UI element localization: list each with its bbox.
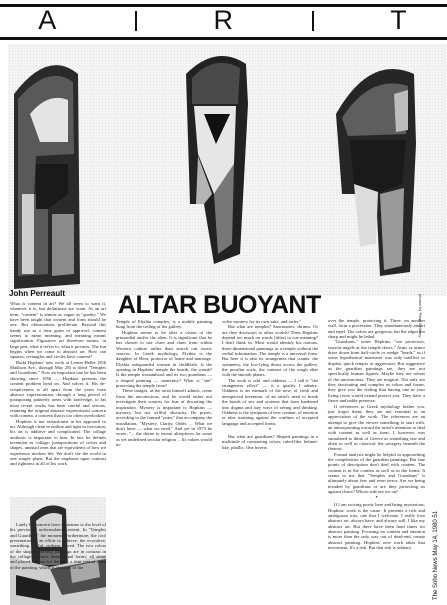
article-column-2 [116, 319, 212, 604]
section-bullet: • [375, 495, 378, 502]
header-letter-r: R [213, 5, 235, 35]
guardian-figure-1 [14, 65, 80, 289]
header-rule-bottom [0, 37, 447, 40]
paragraph: What is content in art? We all seem to want it, whatever it is, but definitions are scant. As an art term, "content" is almost as vague as "quality." We have been taught that content and form should be one. But obfuscations proliferate. Beyond this handy use as a time grain of approval, content seems to mean meaning, and meaning means signification. Figurative art therefore means, in large part, what it refers to, what it pictures. The fun begins when we come to abstract art. How can squares, rectangles and circles have content? [10, 301, 106, 360]
article-column-1 [10, 301, 106, 497]
paragraph: These images, as the artist himself admits, come from the unconscious, and he would rather not investigate their sources for fear of thwarting the inspiration. Mystery is important to Hopkins — mystery, but not willful obscurity. He prizes, according to the framed "notes" that accompany the installation, "Mystery, Clarity, Order. ... What we don't have — what we need." And yet in 1973 he wrote, "... the desire to invent alterpieces for some as yet undefined secular religion ... Its values would in- [116, 388, 212, 447]
paragraph: Formal analysis might be helpful in approaching the complexities of the guardian paintings. But fine points of description don't deal with content. The content is in the content as well as in the forms. It seems to me that "Temples and Guardians" is ultimately about fear and even terror. Are we being invaded by guardians or are they protecting us against chaos? Whose side are we on? [328, 451, 425, 494]
paragraph: volve mystery for its own sake, and order." [222, 319, 302, 324]
paragraph: Hopkins seems to be after a vision of the primordial and/or the alien. It is significant that he has chosen to use clues and clues from within Western culture rather than search out exotic sources. In Greek mythology, Elythia is the daughter of Hera, protector of home and marriage. Elythia safeguarded women in childbirth. Is the opening in Hopkins' temple the hearth, the womb? Is the temple womanhood and its two guardians — a shaped painting — maternity? What is "she" protecting the temple from? [116, 329, 212, 389]
header-separator [312, 11, 314, 31]
header-separator [135, 11, 137, 31]
section-header-letters [0, 4, 447, 37]
paragraph: Budd Hopkins' new work at Lerner-Heller (956 Madison Ave., through May 28) is titled "Temples and Guardians." Now an important one he has been showing since 1956 — Hopkins presents the content problem head on. And solves it. His de-scriptiveness is all apart from the years from abstract expressionism, through a long period of juxtaposing painterly areas with hard-edge, to his most recent works has been careful and serious, retaining the original abstract expressionist concern with content, a concern that is too often overlooked. [10, 359, 106, 419]
header-letter-t: T [390, 5, 409, 35]
byline: John Perreault [9, 289, 66, 298]
paragraph: Hopkins is not reductionist in his approach to art. Although clean in outline and tight in execution, his art is additive and complicated. The collage aesthetic is important to him. In fact he defines invention as collage: juxtapositions of colors and shapes, unusual ones that are equivalents of how we experience modern life. We don't see the world in one simple plane. But the emphasis upon contrast and rightness in all of his work. [10, 418, 106, 467]
article-column-4 [328, 318, 425, 604]
paragraph: "Guardians," notes Hopkins, "are protectors, warrior-angels at the temple doors." Arms or armor drive down from half-circle or wedge "heads," as if some hypothetical maneuver was only intellect or display, quick temper or aggression. But suggestive as the guardian paintings are, they are not specifically human figures. Maybe they are robots of the unconscious. They are magical. Not only are they fascinating and complex as colors and forms, they give you the feeling that having one in your living room would extend protect you. They have a fierce and noble presence. [328, 339, 425, 404]
paragraph: Lately his concern have sometime to the level of his previously unformulated content. In "Temples and Guardians" the moment. Furthermore, the cool presentation is an effort to achieve, the evocative, something fearful, perhaps sacred. The two colors of the shaped painting paintings are in contrast in the collage of three dimensional forms, all shine and placed, except for the one, a thin central form of the painting, which is also part of the [10, 522, 106, 570]
paragraph: If I am voicing poetic here and being mysterious, Hopkins' work is the cause. It presents a rich and ambiguous mix, one that I welcome. I really love abstract art, always have, and always will. I like my abstract art. But there have been hard times for abstract painting. Focusing on content and emotion is more than the only way out of dead-end, ornate abstract painting. Hopkins' new work takes that movement. It's a risk. But that risk is salutary. [328, 502, 425, 551]
section-bullet: • [268, 426, 272, 433]
article-column-1-continued [10, 522, 106, 604]
paragraph: But what are guardians? Shaped paintings in a multitude of contrasting colors; ruled-like, helmet-like, phallic. One hovers [222, 433, 318, 450]
paragraph: over the temple, protecting it. Three, on another wall, form a procession. They simultaneously attract and repel. The colors are gorgeous, but the edges are sharp and might be lethal. [328, 318, 425, 340]
sculpture-photo-image [8, 44, 447, 296]
paragraph: If references to Greek mythology bother you, just forget them; they are not essential to an appreciation of the work. The references are an attempt to give the viewer something to start with, an armorpointing toward the artist's intention to deal with content as well as form. I, however, was stimulated to think of Greece as something raw and alien as well as classical: the savagery beneath the rhetoric. [328, 403, 425, 452]
section-header [0, 0, 447, 44]
page-folio: The Soho News May 14, 1980 51 [433, 510, 439, 600]
header-letter-a: A [38, 5, 59, 35]
photo-credit: photos by Peter Bellamy [418, 294, 423, 338]
paragraph: Temple of Elythia complex, is a mobile painting hung from the ceiling of the gallery. [116, 319, 212, 330]
article-column-3 [222, 319, 318, 604]
paragraph: The work is odd, and oddness — I call it "the strangeness effect" — is a quality I admire. Oddness is an earmark of the new, of fresh and unexpected invention, of an artist's need to break the bonds of sex and systems that have hardened into dogma and lazy ways of seeing and thinking. Oddness is the symptom of new content, of emotion or idea straining against the confines of accepted language and accepted forms. [222, 377, 318, 426]
paragraph: But what are temples? Sanctuaries, shrines. Or are they doorways to other worlds? Does Hopkins depend too much on words (titles) to cue meaning? I don't think so. Most would identify his curious, three-dimensional paintings as a temple without the verbal information. The temple is a universal form. But here it is also its strangeness that counts: the symmetry, the low-lying thrust across the gallery, the peculiar scale, the contrast of the rough altar with the smooth planes. [222, 324, 318, 378]
article-title: ALTAR BUOYANT [118, 291, 321, 319]
